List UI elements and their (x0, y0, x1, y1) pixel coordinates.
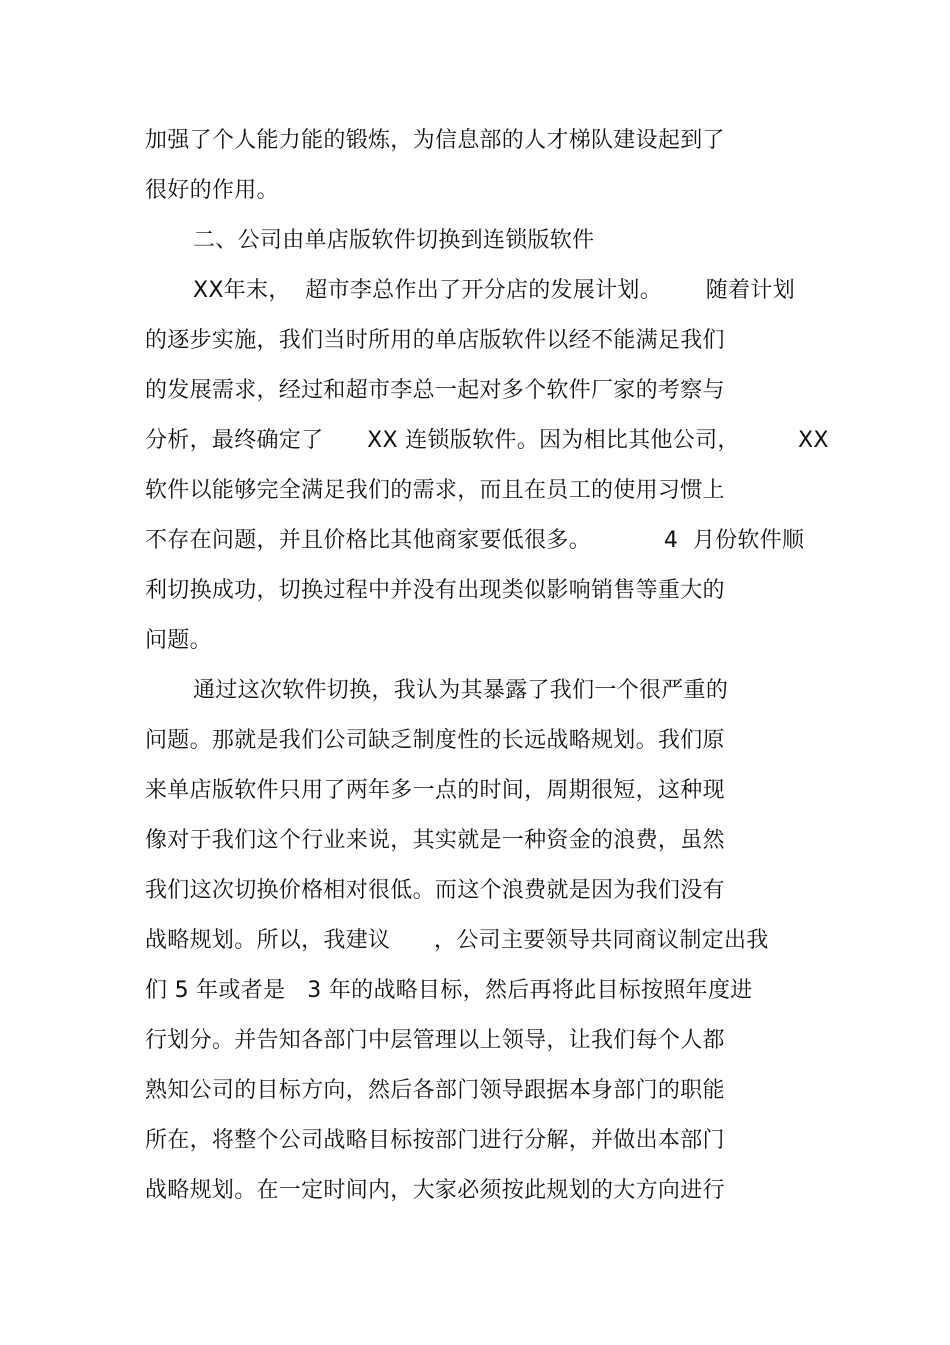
text-line-17: 战略规划。所以，我建议 ，公司主要领导共同商议制定出我 (145, 928, 769, 953)
text-line-21: 所在，将整个公司战略目标按部门进行分解，并做出本部门 (145, 1128, 725, 1153)
text-line-15: 像对于我们这个行业来说，其实就是一种资金的浪费，虽然 (145, 828, 725, 853)
text-line-6: 的发展需求，经过和超市李总一起对多个软件厂家的考察与 (145, 378, 725, 403)
text-line-4: XX年末， 超市李总作出了开分店的发展计划。 随着计划 (193, 278, 795, 303)
text-line-9: 不存在问题，并且价格比其他商家要低很多。 4 月份软件顺 (145, 528, 805, 553)
section-heading: 二、公司由单店版软件切换到连锁版软件 (193, 228, 595, 253)
text-line-5: 的逐步实施，我们当时所用的单店版软件以经不能满足我们 (145, 328, 725, 353)
text-line-1: 加强了个人能力能的锻炼，为信息部的人才梯队建设起到了 (145, 128, 725, 153)
text-line-20: 熟知公司的目标方向，然后各部门领导跟据本身部门的职能 (145, 1078, 725, 1103)
text-line-19: 行划分。并告知各部门中层管理以上领导，让我们每个人都 (145, 1028, 725, 1053)
text-line-16: 我们这次切换价格相对很低。而这个浪费就是因为我们没有 (145, 878, 725, 903)
text-line-7: 分析，最终确定了 XX 连锁版软件。因为相比其他公司， XX (145, 428, 829, 453)
text-line-2: 很好的作用。 (145, 178, 279, 203)
text-line-8: 软件以能够完全满足我们的需求，而且在员工的使用习惯上 (145, 478, 725, 503)
text-line-22: 战略规划。在一定时间内，大家必须按此规划的大方向进行 (145, 1178, 725, 1203)
text-line-12: 通过这次软件切换，我认为其暴露了我们一个很严重的 (193, 678, 729, 703)
text-line-14: 来单店版软件只用了两年多一点的时间，周期很短，这种现 (145, 778, 725, 803)
text-line-13: 问题。那就是我们公司缺乏制度性的长远战略规划。我们原 (145, 728, 725, 753)
text-line-11: 问题。 (145, 628, 212, 653)
text-line-10: 利切换成功，切换过程中并没有出现类似影响销售等重大的 (145, 578, 725, 603)
text-line-18: 们 5 年或者是 3 年的战略目标，然后再将此目标按照年度进 (145, 978, 753, 1003)
